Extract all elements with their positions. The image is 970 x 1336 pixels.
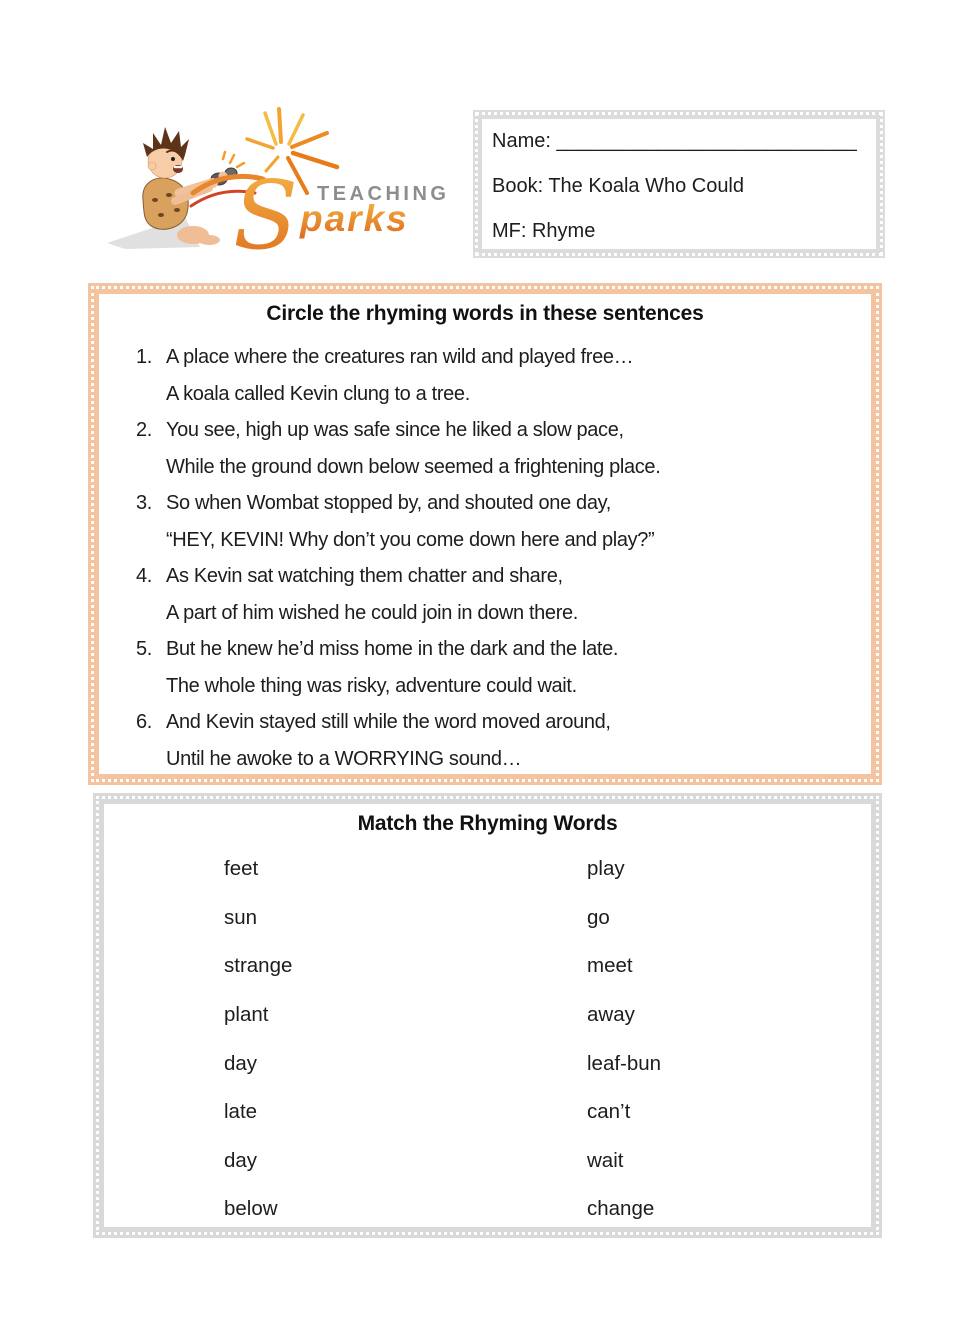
sentence-line-2: While the ground down below seemed a frightening place.	[166, 455, 661, 478]
sentence-item-3	[136, 485, 871, 558]
caveman-illustration	[143, 127, 244, 245]
match-row-3	[224, 942, 871, 991]
sentence-number: 5.	[136, 638, 152, 660]
match-right-word: meet	[587, 954, 633, 978]
match-words-grid	[104, 845, 871, 1234]
sentence-item-6	[136, 704, 871, 777]
match-right-word: change	[587, 1197, 655, 1221]
sentence-line-1: A place where the creatures ran wild and played free…	[166, 346, 634, 368]
match-row-6	[224, 1088, 871, 1137]
match-section-title: Match the Rhyming Words	[357, 812, 618, 835]
match-left-word: plant	[224, 1003, 269, 1027]
sentence-line-1: But he knew he’d miss home in the dark and the late.	[166, 638, 619, 660]
match-row-2	[224, 894, 871, 943]
teaching-wordmark: TEACHING	[317, 183, 450, 205]
sentence-line-1: As Kevin sat watching them chatter and share,	[166, 565, 563, 587]
sparks-initial-letter: S	[233, 161, 299, 255]
sentence-line-2: A koala called Kevin clung to a tree.	[166, 382, 470, 405]
sentence-number: 1.	[136, 346, 152, 368]
name-book-box	[473, 110, 885, 258]
match-left-word: strange	[224, 954, 293, 978]
circle-rhyming-section	[88, 283, 882, 785]
mf-label: MF: Rhyme	[492, 220, 596, 242]
match-row-4	[224, 991, 871, 1040]
sentence-list	[99, 339, 871, 777]
match-row-1	[224, 845, 871, 894]
sentence-number: 2.	[136, 419, 152, 441]
sentence-line-1: You see, high up was safe since he liked a slow pace,	[166, 419, 624, 441]
sentence-line-2: “HEY, KEVIN! Why don’t you come down here and play?”	[166, 528, 655, 551]
sentence-line-1: So when Wombat stopped by, and shouted one day,	[166, 492, 611, 514]
sentence-number: 4.	[136, 565, 152, 587]
sentence-line-2: A part of him wished he could join in down there.	[166, 601, 578, 624]
book-label: Book: The Koala Who Could	[492, 175, 745, 197]
sentence-number: 6.	[136, 711, 152, 733]
match-right-word: wait	[587, 1148, 624, 1172]
match-right-word: go	[587, 905, 610, 929]
circle-section-title: Circle the rhyming words in these sentences	[266, 302, 704, 325]
sparks-wordmark: parks	[300, 198, 409, 239]
match-row-7	[224, 1137, 871, 1186]
sentence-line-2: Until he awoke to a WORRYING sound…	[166, 747, 522, 770]
match-right-word: can’t	[587, 1100, 631, 1124]
name-line	[482, 119, 876, 164]
match-left-word: feet	[224, 857, 259, 881]
match-rhyming-section	[93, 793, 882, 1238]
match-right-word: leaf-bun	[587, 1051, 662, 1075]
sentence-item-5	[136, 631, 871, 704]
match-left-word: late	[224, 1100, 258, 1124]
name-label: Name:	[492, 130, 557, 152]
match-left-word: below	[224, 1197, 278, 1221]
teaching-sparks-logo	[95, 105, 465, 255]
name-blank-line: ___________________________	[556, 130, 857, 152]
sentence-item-2	[136, 412, 871, 485]
match-right-word: play	[587, 857, 625, 881]
match-left-word: day	[224, 1051, 258, 1075]
match-right-word: away	[587, 1003, 635, 1027]
sentence-item-1	[136, 339, 871, 412]
match-row-8	[224, 1185, 871, 1234]
sentence-item-4	[136, 558, 871, 631]
teaching-sparks-logo-art	[95, 105, 465, 255]
match-row-5	[224, 1039, 871, 1088]
match-left-word: sun	[224, 905, 258, 929]
sentence-line-1: And Kevin stayed still while the word moved around,	[166, 711, 611, 733]
sentence-line-2: The whole thing was risky, adventure could wait.	[166, 674, 577, 697]
match-left-word: day	[224, 1148, 258, 1172]
sentence-number: 3.	[136, 492, 152, 514]
